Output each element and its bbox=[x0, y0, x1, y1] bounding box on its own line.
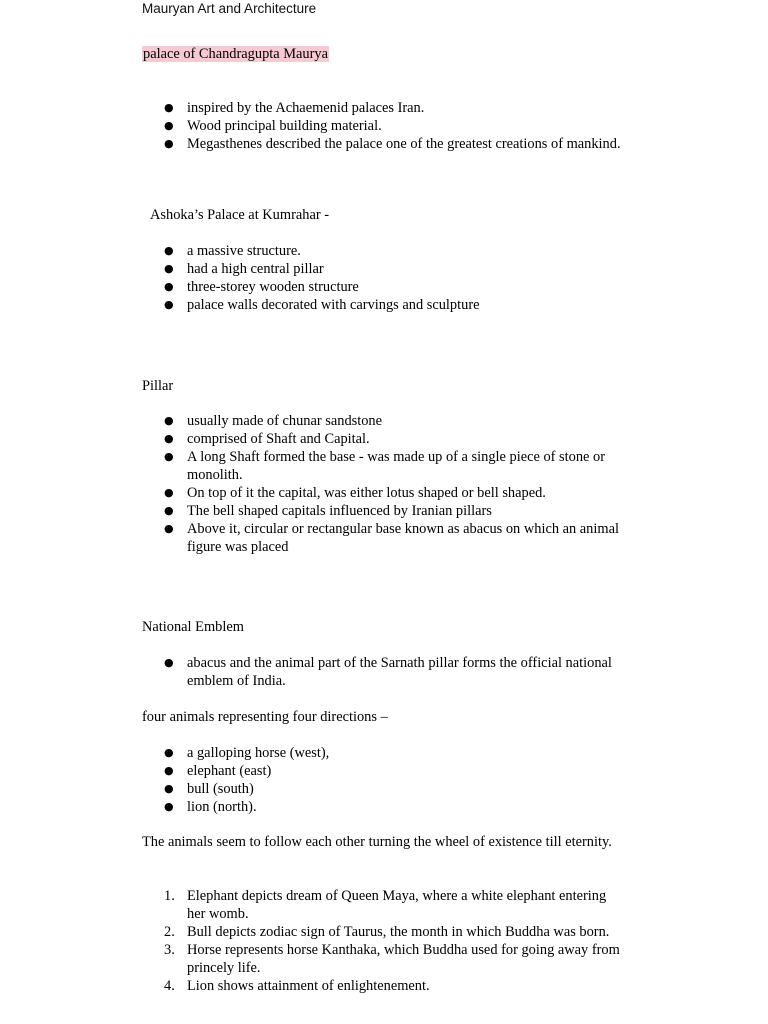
list-item: ● Megasthenes described the palace one of the greatest creations of mankind. bbox=[164, 136, 621, 152]
palace-heading bbox=[142, 45, 329, 63]
bullet-icon: ● bbox=[164, 486, 174, 499]
list-item: 2. Bull depicts zodiac sign of Taurus, the month in which Buddha was born. bbox=[164, 924, 610, 940]
bullet-icon: ● bbox=[164, 280, 174, 293]
bullet-icon: ● bbox=[164, 522, 174, 535]
list-item: ● comprised of Shaft and Capital. bbox=[164, 431, 370, 447]
ashoka-heading: Ashoka’s Palace at Kumrahar - bbox=[150, 207, 330, 223]
emblem-bullet-list bbox=[142, 654, 622, 690]
palace-heading-text: palace of Chandragupta Maurya bbox=[143, 46, 328, 62]
bullet-icon: ● bbox=[164, 800, 174, 813]
bullet-icon: ● bbox=[164, 764, 174, 777]
list-item: ● Wood principal building material. bbox=[164, 118, 382, 134]
list-item: 3. Horse represents horse Kanthaka, which Buddha used for going away from princely life. bbox=[164, 942, 620, 976]
list-item: ● palace walls decorated with carvings and sculpture bbox=[164, 297, 480, 313]
list-item: ● The bell shaped capitals influenced by Iranian pillars bbox=[164, 503, 492, 519]
bullet-icon: ● bbox=[164, 137, 174, 150]
palace-bullet-list bbox=[142, 99, 622, 153]
bullet-icon: ● bbox=[164, 244, 174, 257]
list-item: ● On top of it the capital, was either lotus shaped or bell shaped. bbox=[164, 485, 546, 501]
bullet-icon: ● bbox=[164, 262, 174, 275]
list-item: ● a galloping horse (west), bbox=[164, 745, 330, 761]
pillar-bullet-list bbox=[142, 412, 622, 556]
wheel-paragraph: The animals seem to follow each other turning the wheel of existence till eternity. bbox=[142, 834, 612, 850]
list-item: ● bull (south) bbox=[164, 781, 254, 797]
document-header: Mauryan Art and Architecture bbox=[142, 1, 317, 16]
bullet-icon: ● bbox=[164, 504, 174, 517]
bullet-icon: ● bbox=[164, 414, 174, 427]
emblem-heading: National Emblem bbox=[142, 619, 244, 635]
list-item: ● a massive structure. bbox=[164, 243, 301, 259]
bullet-icon: ● bbox=[164, 119, 174, 132]
list-item: ● inspired by the Achaemenid palaces Iran. bbox=[164, 100, 425, 116]
list-item: 4. Lion shows attainment of enlightenement. bbox=[164, 978, 430, 994]
meanings-numbered-list bbox=[142, 887, 622, 995]
bullet-icon: ● bbox=[164, 432, 174, 445]
bullet-icon: ● bbox=[164, 746, 174, 759]
list-item: ● three-storey wooden structure bbox=[164, 279, 359, 295]
list-item: ● elephant (east) bbox=[164, 763, 272, 779]
animals-bullet-list bbox=[142, 744, 622, 816]
list-item: ● A long Shaft formed the base - was made up of a single piece of stone or monolith. bbox=[164, 449, 606, 483]
list-item: ● abacus and the animal part of the Sarnath pillar forms the official national emblem of India. bbox=[164, 655, 612, 689]
list-item: ● lion (north). bbox=[164, 799, 257, 815]
list-item: ● Above it, circular or rectangular base known as abacus on which an animal figure was placed bbox=[164, 521, 619, 555]
bullet-icon: ● bbox=[164, 450, 174, 463]
list-item: ● had a high central pillar bbox=[164, 261, 324, 277]
animals-intro: four animals representing four directions – bbox=[142, 709, 388, 725]
ashoka-bullet-list bbox=[142, 242, 622, 314]
bullet-icon: ● bbox=[164, 101, 174, 114]
list-item: ● usually made of chunar sandstone bbox=[164, 413, 383, 429]
pillar-heading: Pillar bbox=[142, 378, 174, 394]
bullet-icon: ● bbox=[164, 656, 174, 669]
bullet-icon: ● bbox=[164, 298, 174, 311]
bullet-icon: ● bbox=[164, 782, 174, 795]
list-item: 1. Elephant depicts dream of Queen Maya, where a white elephant entering her womb. bbox=[164, 888, 607, 922]
